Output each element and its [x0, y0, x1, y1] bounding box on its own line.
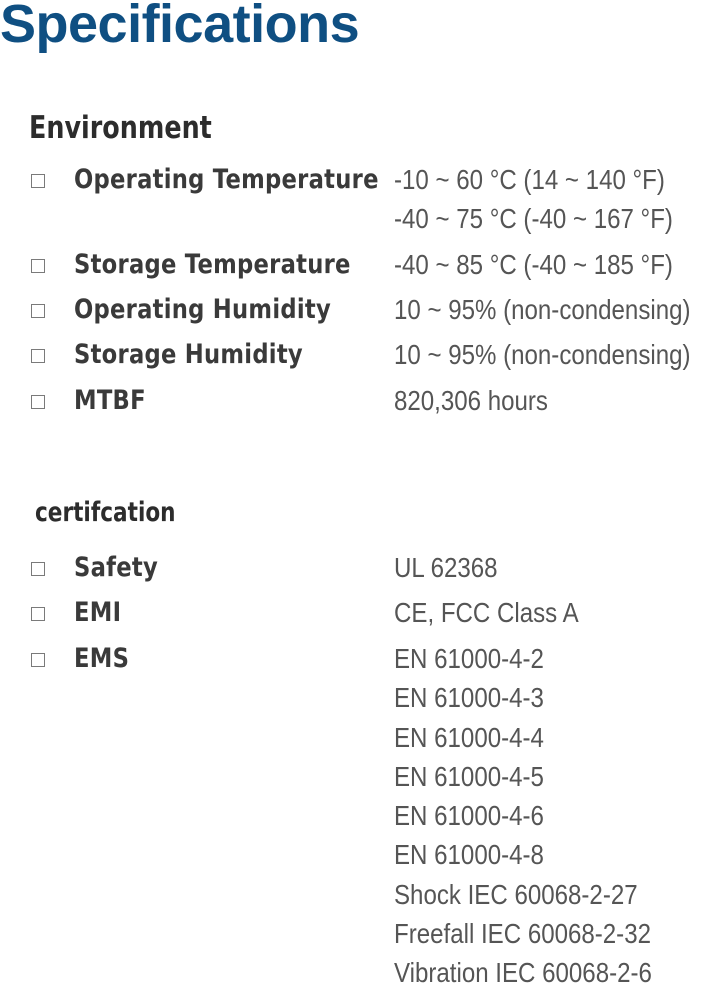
spec-values [394, 597, 579, 636]
spec-label: EMI [74, 597, 122, 628]
spec-value: EN 61000-4-2 [394, 643, 544, 674]
spec-label: Operating Humidity [74, 294, 331, 325]
checkbox-icon [31, 607, 45, 621]
spec-value: -10 ~ 60 °C (14 ~ 140 °F) [394, 164, 665, 195]
checkbox-icon [31, 395, 45, 409]
spec-label: Storage Humidity [74, 339, 303, 370]
checkbox-icon [31, 653, 45, 667]
spec-value: -40 ~ 85 °C (-40 ~ 185 °F) [394, 249, 673, 280]
checkbox-icon [31, 174, 45, 188]
spec-value: -40 ~ 75 °C (-40 ~ 167 °F) [394, 203, 673, 235]
spec-value: Shock IEC 60068-2-27 [394, 878, 638, 910]
environment-heading: Environment [29, 110, 212, 146]
checkbox-icon [31, 349, 45, 363]
spec-label: Safety [74, 552, 159, 583]
checkbox-icon [31, 304, 45, 318]
spec-label: MTBF [74, 385, 146, 416]
checkbox-icon [31, 259, 45, 273]
spec-value: EN 61000-4-8 [394, 839, 544, 871]
checkbox-icon [31, 562, 45, 576]
spec-values [394, 385, 548, 424]
certification-heading: certifcation [35, 497, 176, 528]
spec-value: Vibration IEC 60068-2-6 [394, 957, 652, 989]
spec-value: EN 61000-4-6 [394, 800, 544, 832]
spec-value: 10 ~ 95% (non-condensing) [394, 294, 691, 325]
spec-value: 10 ~ 95% (non-condensing) [394, 339, 691, 370]
spec-value: 820,306 hours [394, 385, 548, 416]
spec-values [394, 552, 498, 591]
spec-values [394, 249, 673, 288]
spec-values [394, 339, 691, 378]
page-title: Specifications [0, 0, 360, 54]
spec-value: UL 62368 [394, 552, 498, 583]
spec-label: EMS [74, 643, 130, 674]
spec-label: Operating Temperature [74, 164, 379, 195]
spec-value: Freefall IEC 60068-2-32 [394, 918, 651, 950]
spec-value: EN 61000-4-3 [394, 682, 544, 714]
spec-label: Storage Temperature [74, 249, 351, 280]
spec-value: CE, FCC Class A [394, 597, 579, 628]
spec-value: EN 61000-4-4 [394, 721, 544, 753]
spec-values [394, 294, 691, 333]
spec-value: EN 61000-4-5 [394, 760, 544, 792]
spec-values [394, 164, 673, 243]
spec-values [394, 643, 652, 997]
